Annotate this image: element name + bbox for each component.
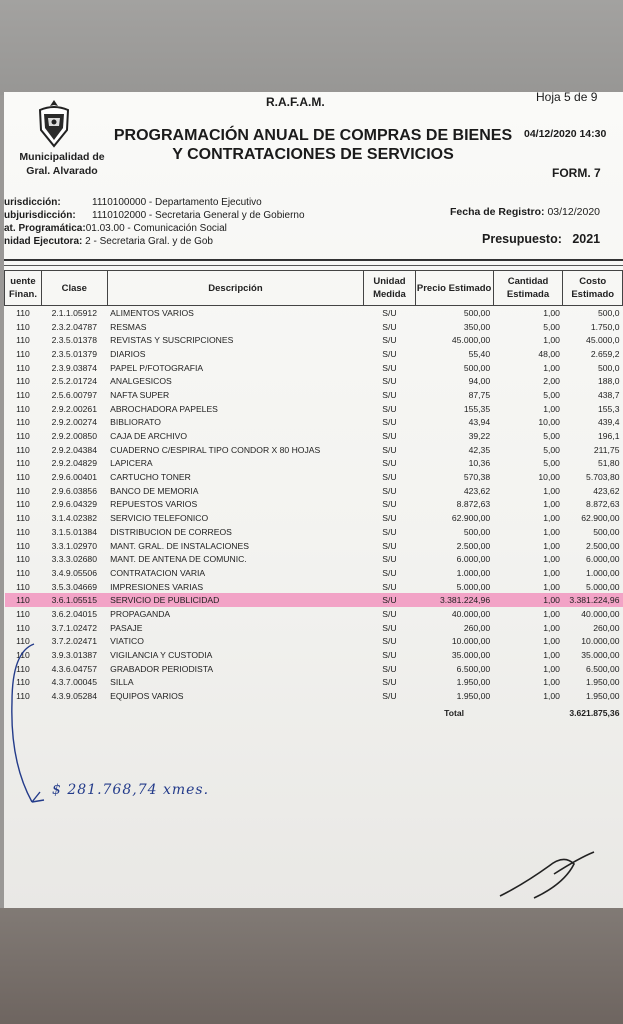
cell-unidad: S/U <box>382 663 397 674</box>
cell-precio: 10.000,00 <box>451 636 491 647</box>
cell-unidad: S/U <box>382 636 397 647</box>
cell-fuente: 110 <box>16 636 30 647</box>
cell-precio: 94,00 <box>468 376 491 387</box>
cell-costo: 211,75 <box>593 444 620 455</box>
cell-cantidad: 1,00 <box>543 677 560 688</box>
cell-descripcion: ABROCHADORA PAPELES <box>110 403 218 414</box>
cell-fuente: 110 <box>16 335 30 346</box>
cell-clase: 4.3.9.05284 <box>51 691 97 702</box>
cell-descripcion: SILLA <box>110 677 134 688</box>
cell-fuente: 110 <box>16 677 30 688</box>
cell-clase: 2.9.6.04329 <box>51 499 97 510</box>
cell-costo: 10.000,00 <box>581 636 620 647</box>
cell-fuente: 110 <box>16 417 30 428</box>
cell-costo: 2.500,00 <box>586 540 620 551</box>
cell-unidad: S/U <box>382 540 397 551</box>
header-cantidad: Cantidad Estimada <box>493 271 563 306</box>
cell-unidad: S/U <box>382 485 397 496</box>
table-row <box>5 552 623 566</box>
cell-clase: 3.6.1.05515 <box>41 593 107 607</box>
cell-cantidad: 1,00 <box>493 593 563 607</box>
cell-cantidad: 1,00 <box>543 650 560 661</box>
cell-costo: 2.659,2 <box>590 348 620 359</box>
cell-clase: 3.7.2.02471 <box>51 636 97 647</box>
header-costo: Costo Estimado <box>563 271 623 306</box>
table-row <box>5 388 623 402</box>
cell-fuente: 110 <box>16 691 30 702</box>
municipality-name <box>12 150 112 178</box>
unidad-value: 2 - Secretaria Gral. y de Gob <box>85 236 213 247</box>
table-row <box>5 429 623 443</box>
cell-fuente: 110 <box>16 663 30 674</box>
cell-costo: 500,0 <box>597 307 620 318</box>
cell-descripcion: DISTRIBUCION DE CORREOS <box>110 526 232 537</box>
table-row <box>5 676 623 690</box>
table-body <box>5 306 623 703</box>
cell-precio: 1.950,00 <box>456 677 491 688</box>
cell-descripcion: MANT. GRAL. DE INSTALACIONES <box>110 540 249 551</box>
cell-descripcion: PASAJE <box>110 622 143 633</box>
cell-fuente: 110 <box>16 403 30 414</box>
cell-fuente: 110 <box>16 307 30 318</box>
cell-costo: 1.950,00 <box>586 691 620 702</box>
header-fuente: uente Finan. <box>5 271 42 306</box>
cell-precio: 1.000,00 <box>456 567 491 578</box>
programatica-value: 01.03.00 - Comunicación Social <box>85 223 227 234</box>
cell-unidad: S/U <box>382 691 397 702</box>
cell-cantidad: 1,00 <box>543 485 560 496</box>
cell-clase: 2.9.2.00850 <box>51 431 97 442</box>
cell-clase: 2.9.6.03856 <box>51 485 97 496</box>
cell-descripcion: NAFTA SUPER <box>110 389 170 400</box>
cell-cantidad: 5,00 <box>543 431 560 442</box>
cell-unidad: S/U <box>382 417 397 428</box>
cell-clase: 3.7.1.02472 <box>51 622 97 633</box>
cell-descripcion: DIARIOS <box>110 348 146 359</box>
cell-descripcion: GRABADOR PERIODISTA <box>110 663 214 674</box>
fecha-registro <box>450 206 600 218</box>
cell-cantidad: 1,00 <box>543 691 560 702</box>
cell-clase: 2.9.2.04829 <box>51 458 97 469</box>
cell-descripcion: LAPICERA <box>110 458 153 469</box>
cell-descripcion: MANT. DE ANTENA DE COMUNIC. <box>110 554 247 565</box>
table-row <box>5 621 623 635</box>
cell-costo: 155,3 <box>597 403 620 414</box>
header-precio: Precio Estimado <box>415 271 493 306</box>
cell-precio: 10,36 <box>468 458 491 469</box>
page-counter: Hoja 5 de 9 <box>536 92 598 104</box>
cell-precio: 500,00 <box>463 307 491 318</box>
table-row <box>5 539 623 553</box>
cell-descripcion: SERVICIO DE PUBLICIDAD <box>107 593 364 607</box>
cell-costo: 438,7 <box>597 389 620 400</box>
cell-fuente: 110 <box>16 622 30 633</box>
programatica-label: at. Programática: <box>4 223 86 234</box>
cell-unidad: S/U <box>382 335 397 346</box>
municipality-line1: Municipalidad de <box>19 151 105 163</box>
cell-clase: 3.9.3.01387 <box>51 650 97 661</box>
cell-costo: 439,4 <box>597 417 620 428</box>
signature-mark <box>494 844 604 904</box>
cell-precio: 8.872,63 <box>456 499 491 510</box>
cell-clase: 3.5.3.04669 <box>51 581 97 592</box>
title-line2: Y CONTRATACIONES DE SERVICIOS <box>172 146 454 163</box>
cell-clase: 2.9.2.00261 <box>51 403 97 414</box>
cell-costo: 5.000,00 <box>586 581 620 592</box>
cell-cantidad: 1,00 <box>543 636 560 647</box>
cell-fuente: 110 <box>16 526 30 537</box>
cell-descripcion: PROPAGANDA <box>110 608 171 619</box>
cell-unidad: S/U <box>382 567 397 578</box>
cell-fuente: 110 <box>16 608 30 619</box>
cell-descripcion: REPUESTOS VARIOS <box>110 499 198 510</box>
divider <box>4 265 623 266</box>
cell-unidad: S/U <box>382 389 397 400</box>
cell-costo: 40.000,00 <box>581 608 620 619</box>
total-value: 3.621.875,36 <box>569 707 620 718</box>
cell-cantidad: 5,00 <box>543 321 560 332</box>
cell-precio: 42,35 <box>468 444 491 455</box>
cell-unidad: S/U <box>382 677 397 688</box>
cell-clase: 4.3.6.04757 <box>51 663 97 674</box>
table-row <box>5 566 623 580</box>
table-row <box>5 443 623 457</box>
cell-unidad: S/U <box>382 513 397 524</box>
cell-clase: 2.3.9.03874 <box>51 362 97 373</box>
cell-precio: 5.000,00 <box>456 581 491 592</box>
cell-clase: 3.3.1.02970 <box>51 540 97 551</box>
cell-fuente: 110 <box>16 472 30 483</box>
cell-costo: 8.872,63 <box>586 499 620 510</box>
cell-precio: 500,00 <box>463 526 491 537</box>
cell-unidad: S/U <box>382 499 397 510</box>
cell-unidad: S/U <box>382 458 397 469</box>
cell-fuente: 110 <box>16 650 30 661</box>
form-number: FORM. 7 <box>552 166 601 180</box>
header-descripcion: Descripción <box>107 271 364 306</box>
cell-precio: 423,62 <box>463 485 491 496</box>
cell-unidad: S/U <box>382 622 397 633</box>
cell-fuente: 110 <box>16 554 30 565</box>
cell-unidad: S/U <box>382 608 397 619</box>
total-label: Total <box>444 707 465 718</box>
jurisdiccion-row <box>4 196 262 209</box>
background-top <box>0 0 623 95</box>
cell-cantidad: 1,00 <box>543 526 560 537</box>
table-row <box>5 593 623 607</box>
cell-descripcion: PAPEL P/FOTOGRAFIA <box>110 362 204 373</box>
table-row <box>5 484 623 498</box>
table-row <box>5 333 623 347</box>
table-row <box>5 470 623 484</box>
cell-unidad: S/U <box>364 593 415 607</box>
cell-clase: 2.9.6.00401 <box>51 472 97 483</box>
total-row <box>5 703 623 723</box>
presupuesto <box>482 232 600 246</box>
cell-fuente: 110 <box>5 593 42 607</box>
cell-costo: 35.000,00 <box>581 650 620 661</box>
table-row <box>5 648 623 662</box>
cell-cantidad: 5,00 <box>543 444 560 455</box>
cell-precio: 350,00 <box>463 321 491 332</box>
cell-precio: 35.000,00 <box>451 650 491 661</box>
cell-precio: 570,38 <box>463 472 491 483</box>
table-row <box>5 607 623 621</box>
table-row <box>5 320 623 334</box>
cell-precio: 87,75 <box>468 389 491 400</box>
cell-unidad: S/U <box>382 526 397 537</box>
cell-fuente: 110 <box>16 431 30 442</box>
cell-cantidad: 1,00 <box>543 513 560 524</box>
cell-descripcion: ALIMENTOS VARIOS <box>110 307 194 318</box>
cell-cantidad: 2,00 <box>543 376 560 387</box>
unidad-row <box>4 235 213 248</box>
cell-clase: 2.3.5.01379 <box>51 348 97 359</box>
subjurisdiccion-label: ubjurisdicción: <box>4 210 76 221</box>
header-unidad: Unidad Medida <box>364 271 415 306</box>
cell-costo: 6.500,00 <box>586 663 620 674</box>
cell-descripcion: VIGILANCIA Y CUSTODIA <box>110 650 213 661</box>
cell-clase: 2.9.2.00274 <box>51 417 97 428</box>
cell-fuente: 110 <box>16 389 30 400</box>
cell-fuente: 110 <box>16 540 30 551</box>
cell-costo: 500,00 <box>593 526 620 537</box>
cell-precio: 6.500,00 <box>456 663 491 674</box>
cell-costo: 1.950,00 <box>586 677 620 688</box>
handwritten-note: $ 281.768,74 xmes. <box>52 782 210 798</box>
cell-fuente: 110 <box>16 581 30 592</box>
cell-clase: 2.9.2.04384 <box>51 444 97 455</box>
title-line1: PROGRAMACIÓN ANUAL DE COMPRAS DE BIENES <box>113 127 513 144</box>
cell-costo: 45.000,0 <box>586 335 620 346</box>
cell-costo: 51,80 <box>597 458 620 469</box>
cell-precio: 39,22 <box>468 431 491 442</box>
cell-cantidad: 5,00 <box>543 458 560 469</box>
table-row <box>5 306 623 320</box>
cell-precio: 43,94 <box>468 417 491 428</box>
table-row <box>5 662 623 676</box>
cell-descripcion: ANALGESICOS <box>110 376 172 387</box>
subjurisdiccion-row <box>4 209 305 222</box>
cell-costo: 3.381.224,96 <box>563 593 623 607</box>
cell-descripcion: REVISTAS Y SUSCRIPCIONES <box>110 335 234 346</box>
cell-costo: 5.703,80 <box>586 472 620 483</box>
cell-precio: 62.900,00 <box>451 513 491 524</box>
cell-costo: 500,0 <box>597 362 620 373</box>
table-row <box>5 635 623 649</box>
cell-clase: 3.6.2.04015 <box>51 608 97 619</box>
cell-clase: 2.1.1.05912 <box>51 307 97 318</box>
cell-costo: 196,1 <box>597 431 620 442</box>
presupuesto-label: Presupuesto: <box>482 232 562 246</box>
cell-precio: 500,00 <box>463 362 491 373</box>
cell-unidad: S/U <box>382 444 397 455</box>
cell-descripcion: CUADERNO C/ESPIRAL TIPO CONDOR X 80 HOJAS <box>110 444 321 455</box>
cell-unidad: S/U <box>382 362 397 373</box>
municipality-line2: Gral. Alvarado <box>26 165 98 177</box>
cell-unidad: S/U <box>382 321 397 332</box>
table-row <box>5 580 623 594</box>
cell-precio: 6.000,00 <box>456 554 491 565</box>
cell-costo: 1.000,00 <box>586 567 620 578</box>
header-clase: Clase <box>41 271 107 306</box>
cell-unidad: S/U <box>382 348 397 359</box>
cell-fuente: 110 <box>16 499 30 510</box>
rafam-label: R.A.F.A.M. <box>266 95 325 109</box>
table-row <box>5 402 623 416</box>
cell-unidad: S/U <box>382 431 397 442</box>
cell-costo: 260,00 <box>593 622 620 633</box>
cell-descripcion: BIBLIORATO <box>110 417 161 428</box>
cell-fuente: 110 <box>16 321 30 332</box>
cell-cantidad: 1,00 <box>543 567 560 578</box>
cell-costo: 188,0 <box>597 376 620 387</box>
cell-fuente: 110 <box>16 444 30 455</box>
jurisdiccion-label: urisdicción: <box>4 197 61 208</box>
cell-cantidad: 1,00 <box>543 581 560 592</box>
background-bottom <box>0 908 623 1024</box>
table-row <box>5 347 623 361</box>
table-header-row <box>5 271 623 306</box>
cell-cantidad: 1,00 <box>543 622 560 633</box>
cell-costo: 1.750,0 <box>590 321 620 332</box>
presupuesto-value: 2021 <box>572 232 601 246</box>
cell-clase: 2.3.5.01378 <box>51 335 97 346</box>
cell-descripcion: EQUIPOS VARIOS <box>110 691 184 702</box>
cell-clase: 4.3.7.00045 <box>51 677 97 688</box>
cell-precio: 1.950,00 <box>456 691 491 702</box>
cell-clase: 3.1.4.02382 <box>51 513 97 524</box>
cell-cantidad: 1,00 <box>543 663 560 674</box>
jurisdiccion-value: 1110100000 - Departamento Ejecutivo <box>92 197 262 208</box>
cell-precio: 2.500,00 <box>456 540 491 551</box>
cell-cantidad: 1,00 <box>543 499 560 510</box>
cell-cantidad: 1,00 <box>543 362 560 373</box>
cell-clase: 3.1.5.01384 <box>51 526 97 537</box>
cell-fuente: 110 <box>16 567 30 578</box>
cell-cantidad: 1,00 <box>543 335 560 346</box>
cell-descripcion: SERVICIO TELEFONICO <box>110 513 209 524</box>
cell-precio: 155,35 <box>463 403 491 414</box>
table-row <box>5 457 623 471</box>
divider <box>4 259 623 261</box>
cell-fuente: 110 <box>16 458 30 469</box>
cell-unidad: S/U <box>382 581 397 592</box>
cell-precio: 3.381.224,96 <box>415 593 493 607</box>
cell-costo: 6.000,00 <box>586 554 620 565</box>
table-row <box>5 498 623 512</box>
table-row <box>5 416 623 430</box>
cell-descripcion: IMPRESIONES VARIAS <box>110 581 204 592</box>
cell-unidad: S/U <box>382 307 397 318</box>
table-row <box>5 511 623 525</box>
cell-unidad: S/U <box>382 472 397 483</box>
cell-descripcion: VIATICO <box>110 636 144 647</box>
cell-clase: 2.3.2.04787 <box>51 321 97 332</box>
cell-cantidad: 1,00 <box>543 608 560 619</box>
cell-cantidad: 48,00 <box>538 348 560 359</box>
fecha-value: 03/12/2020 <box>547 206 601 218</box>
items-table <box>4 270 623 723</box>
table-row <box>5 374 623 388</box>
programatica-row <box>4 222 227 235</box>
cell-precio: 45.000,00 <box>451 335 491 346</box>
cell-descripcion: CARTUCHO TONER <box>110 472 191 483</box>
document-page <box>4 92 623 908</box>
cell-fuente: 110 <box>16 376 30 387</box>
cell-cantidad: 1,00 <box>543 307 560 318</box>
cell-fuente: 110 <box>16 348 30 359</box>
cell-precio: 55,40 <box>468 348 491 359</box>
cell-clase: 2.5.6.00797 <box>51 389 97 400</box>
cell-fuente: 110 <box>16 362 30 373</box>
cell-descripcion: CAJA DE ARCHIVO <box>110 431 188 442</box>
cell-cantidad: 1,00 <box>543 403 560 414</box>
table-row <box>5 361 623 375</box>
fecha-label: Fecha de Registro: <box>450 206 545 218</box>
cell-fuente: 110 <box>16 485 30 496</box>
cell-precio: 40.000,00 <box>451 608 491 619</box>
print-date: 04/12/2020 14:30 <box>524 128 607 140</box>
cell-cantidad: 1,00 <box>543 554 560 565</box>
cell-cantidad: 5,00 <box>543 389 560 400</box>
cell-unidad: S/U <box>382 403 397 414</box>
cell-clase: 3.3.3.02680 <box>51 554 97 565</box>
cell-descripcion: BANCO DE MEMORIA <box>110 485 199 496</box>
cell-descripcion: CONTRATACION VARIA <box>110 567 206 578</box>
cell-clase: 2.5.2.01724 <box>51 376 97 387</box>
municipal-crest-icon <box>34 98 74 150</box>
table-row <box>5 525 623 539</box>
cell-descripcion: RESMAS <box>110 321 147 332</box>
document-title <box>108 126 518 164</box>
cell-clase: 3.4.9.05506 <box>51 567 97 578</box>
cell-cantidad: 10,00 <box>538 417 560 428</box>
cell-cantidad: 1,00 <box>543 540 560 551</box>
cell-costo: 423,62 <box>593 485 620 496</box>
subjurisdiccion-value: 1110102000 - Secretaria General y de Gobierno <box>92 210 305 221</box>
cell-cantidad: 10,00 <box>538 472 560 483</box>
cell-unidad: S/U <box>382 650 397 661</box>
cell-precio: 260,00 <box>463 622 491 633</box>
table-row <box>5 689 623 703</box>
cell-unidad: S/U <box>382 376 397 387</box>
unidad-label: nidad Ejecutora: <box>4 236 83 247</box>
cell-costo: 62.900,00 <box>581 513 620 524</box>
cell-fuente: 110 <box>16 513 30 524</box>
cell-unidad: S/U <box>382 554 397 565</box>
